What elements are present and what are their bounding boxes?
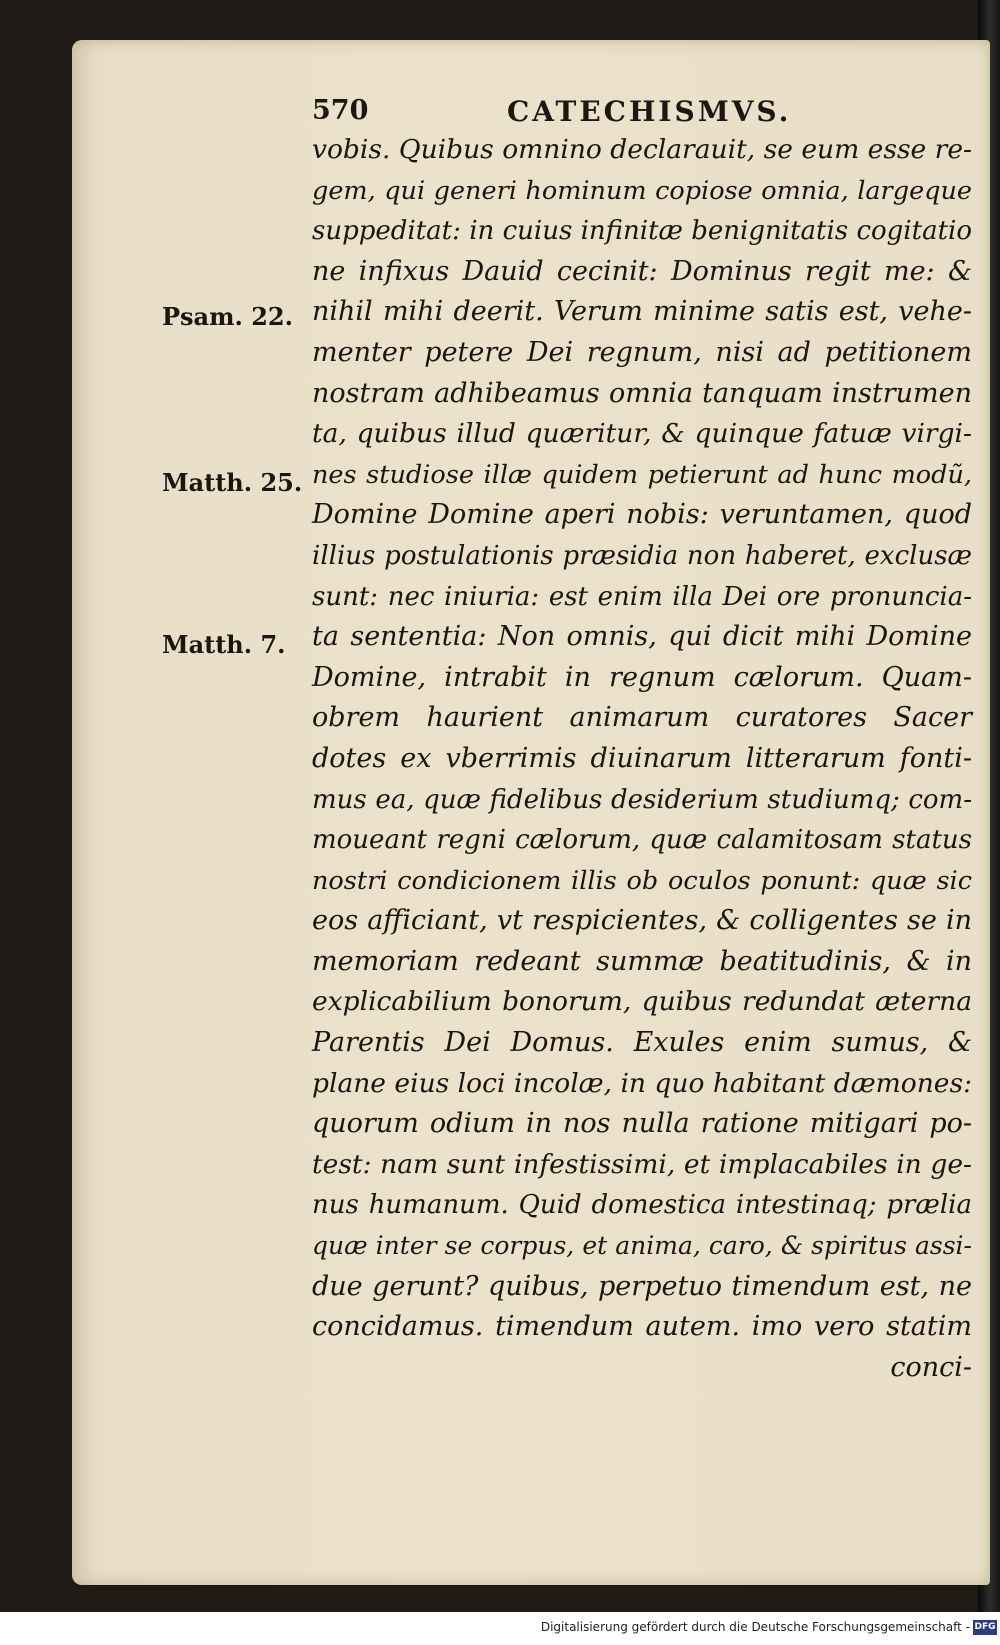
dfg-logo-icon: DFG bbox=[973, 1620, 997, 1635]
catchword: conci- bbox=[890, 1351, 972, 1383]
text-line: Domine, intrabit in regnum cælorum. Quam- bbox=[312, 661, 972, 693]
text-line: ta sententia: Non omnis, qui dicit mihi Domine bbox=[312, 621, 972, 653]
text-line: illius postulationis præsidia non haberet, exclusæ bbox=[312, 540, 972, 571]
text-line: nostram adhibeamus omnia tanquam instrumen bbox=[312, 377, 972, 409]
page-number: 570 bbox=[312, 95, 369, 126]
text-line: mus ea, quæ fidelibus desiderium studiumq; com- bbox=[312, 784, 972, 815]
text-line: test: nam sunt infestissimi, et implacabiles in ge- bbox=[312, 1148, 972, 1180]
text-line: gem, qui generi hominum copiose omnia, largeque bbox=[312, 175, 972, 206]
body-text bbox=[312, 130, 972, 1388]
text-line: nes studiose illæ quidem petierunt ad hunc modũ, bbox=[312, 459, 972, 490]
text-line: plane eius loci incolæ, in quo habitant dæmones: bbox=[312, 1067, 972, 1099]
text-line: ta, quibus illud quæritur, & quinque fatuæ virgi- bbox=[312, 418, 972, 450]
text-line: menter petere Dei regnum, nisi ad petitionem bbox=[312, 336, 972, 368]
text-line: sunt: nec iniuria: est enim illa Dei ore pronuncia- bbox=[312, 581, 972, 612]
text-line: eos afficiant, vt respicientes, & colligentes se in bbox=[312, 905, 972, 937]
margin-note-matthew-25: Matth. 25. bbox=[162, 468, 303, 497]
margin-note-psalm: Psam. 22. bbox=[162, 302, 293, 331]
text-line: suppeditat: in cuius infinitæ benignitatis cogitatio bbox=[312, 216, 972, 247]
text-line: Domine Domine aperi nobis: veruntamen, quod bbox=[312, 499, 972, 531]
text-line: vobis. Quibus omnino declarauit, se eum esse re- bbox=[312, 134, 972, 165]
text-line: nihil mihi deerit. Verum minime satis est, vehe- bbox=[312, 296, 972, 328]
text-line: due gerunt? quibus, perpetuo timendum est, ne bbox=[312, 1270, 972, 1302]
text-line: quæ inter se corpus, et anima, caro, & spiritus assi- bbox=[312, 1231, 972, 1261]
text-line: explicabilium bonorum, quibus redundat æterna bbox=[312, 986, 972, 1018]
text-line: ne infixus Dauid cecinit: Dominus regit me: & bbox=[312, 255, 972, 287]
text-line: moueant regni cælorum, quæ calamitosam status bbox=[312, 825, 972, 856]
dfg-credit: Digitalisierung gefördert durch die Deutsche Forschungsgemeinschaft - bbox=[540, 1620, 970, 1634]
margin-note-matthew-7: Matth. 7. bbox=[162, 630, 286, 659]
text-line: quorum odium in nos nulla ratione mitigari po- bbox=[312, 1108, 972, 1140]
text-line: nostri condicionem illis ob oculos ponunt: quæ sic bbox=[312, 865, 972, 896]
text-line: memoriam redeant summæ beatitudinis, & in bbox=[312, 945, 972, 977]
text-line: obrem haurient animarum curatores Sacer bbox=[312, 702, 972, 734]
footer-bar bbox=[0, 1612, 1000, 1645]
text-line: nus humanum. Quid domestica intestinaq; prælia bbox=[312, 1190, 972, 1221]
running-head: CATECHISMVS. bbox=[507, 95, 792, 128]
text-line: Parentis Dei Domus. Exules enim sumus, & bbox=[312, 1027, 972, 1059]
text-line: dotes ex vberrimis diuinarum litterarum fonti- bbox=[312, 742, 972, 774]
text-line: concidamus. timendum autem. imo vero statim bbox=[312, 1311, 972, 1343]
page-header bbox=[312, 95, 952, 135]
